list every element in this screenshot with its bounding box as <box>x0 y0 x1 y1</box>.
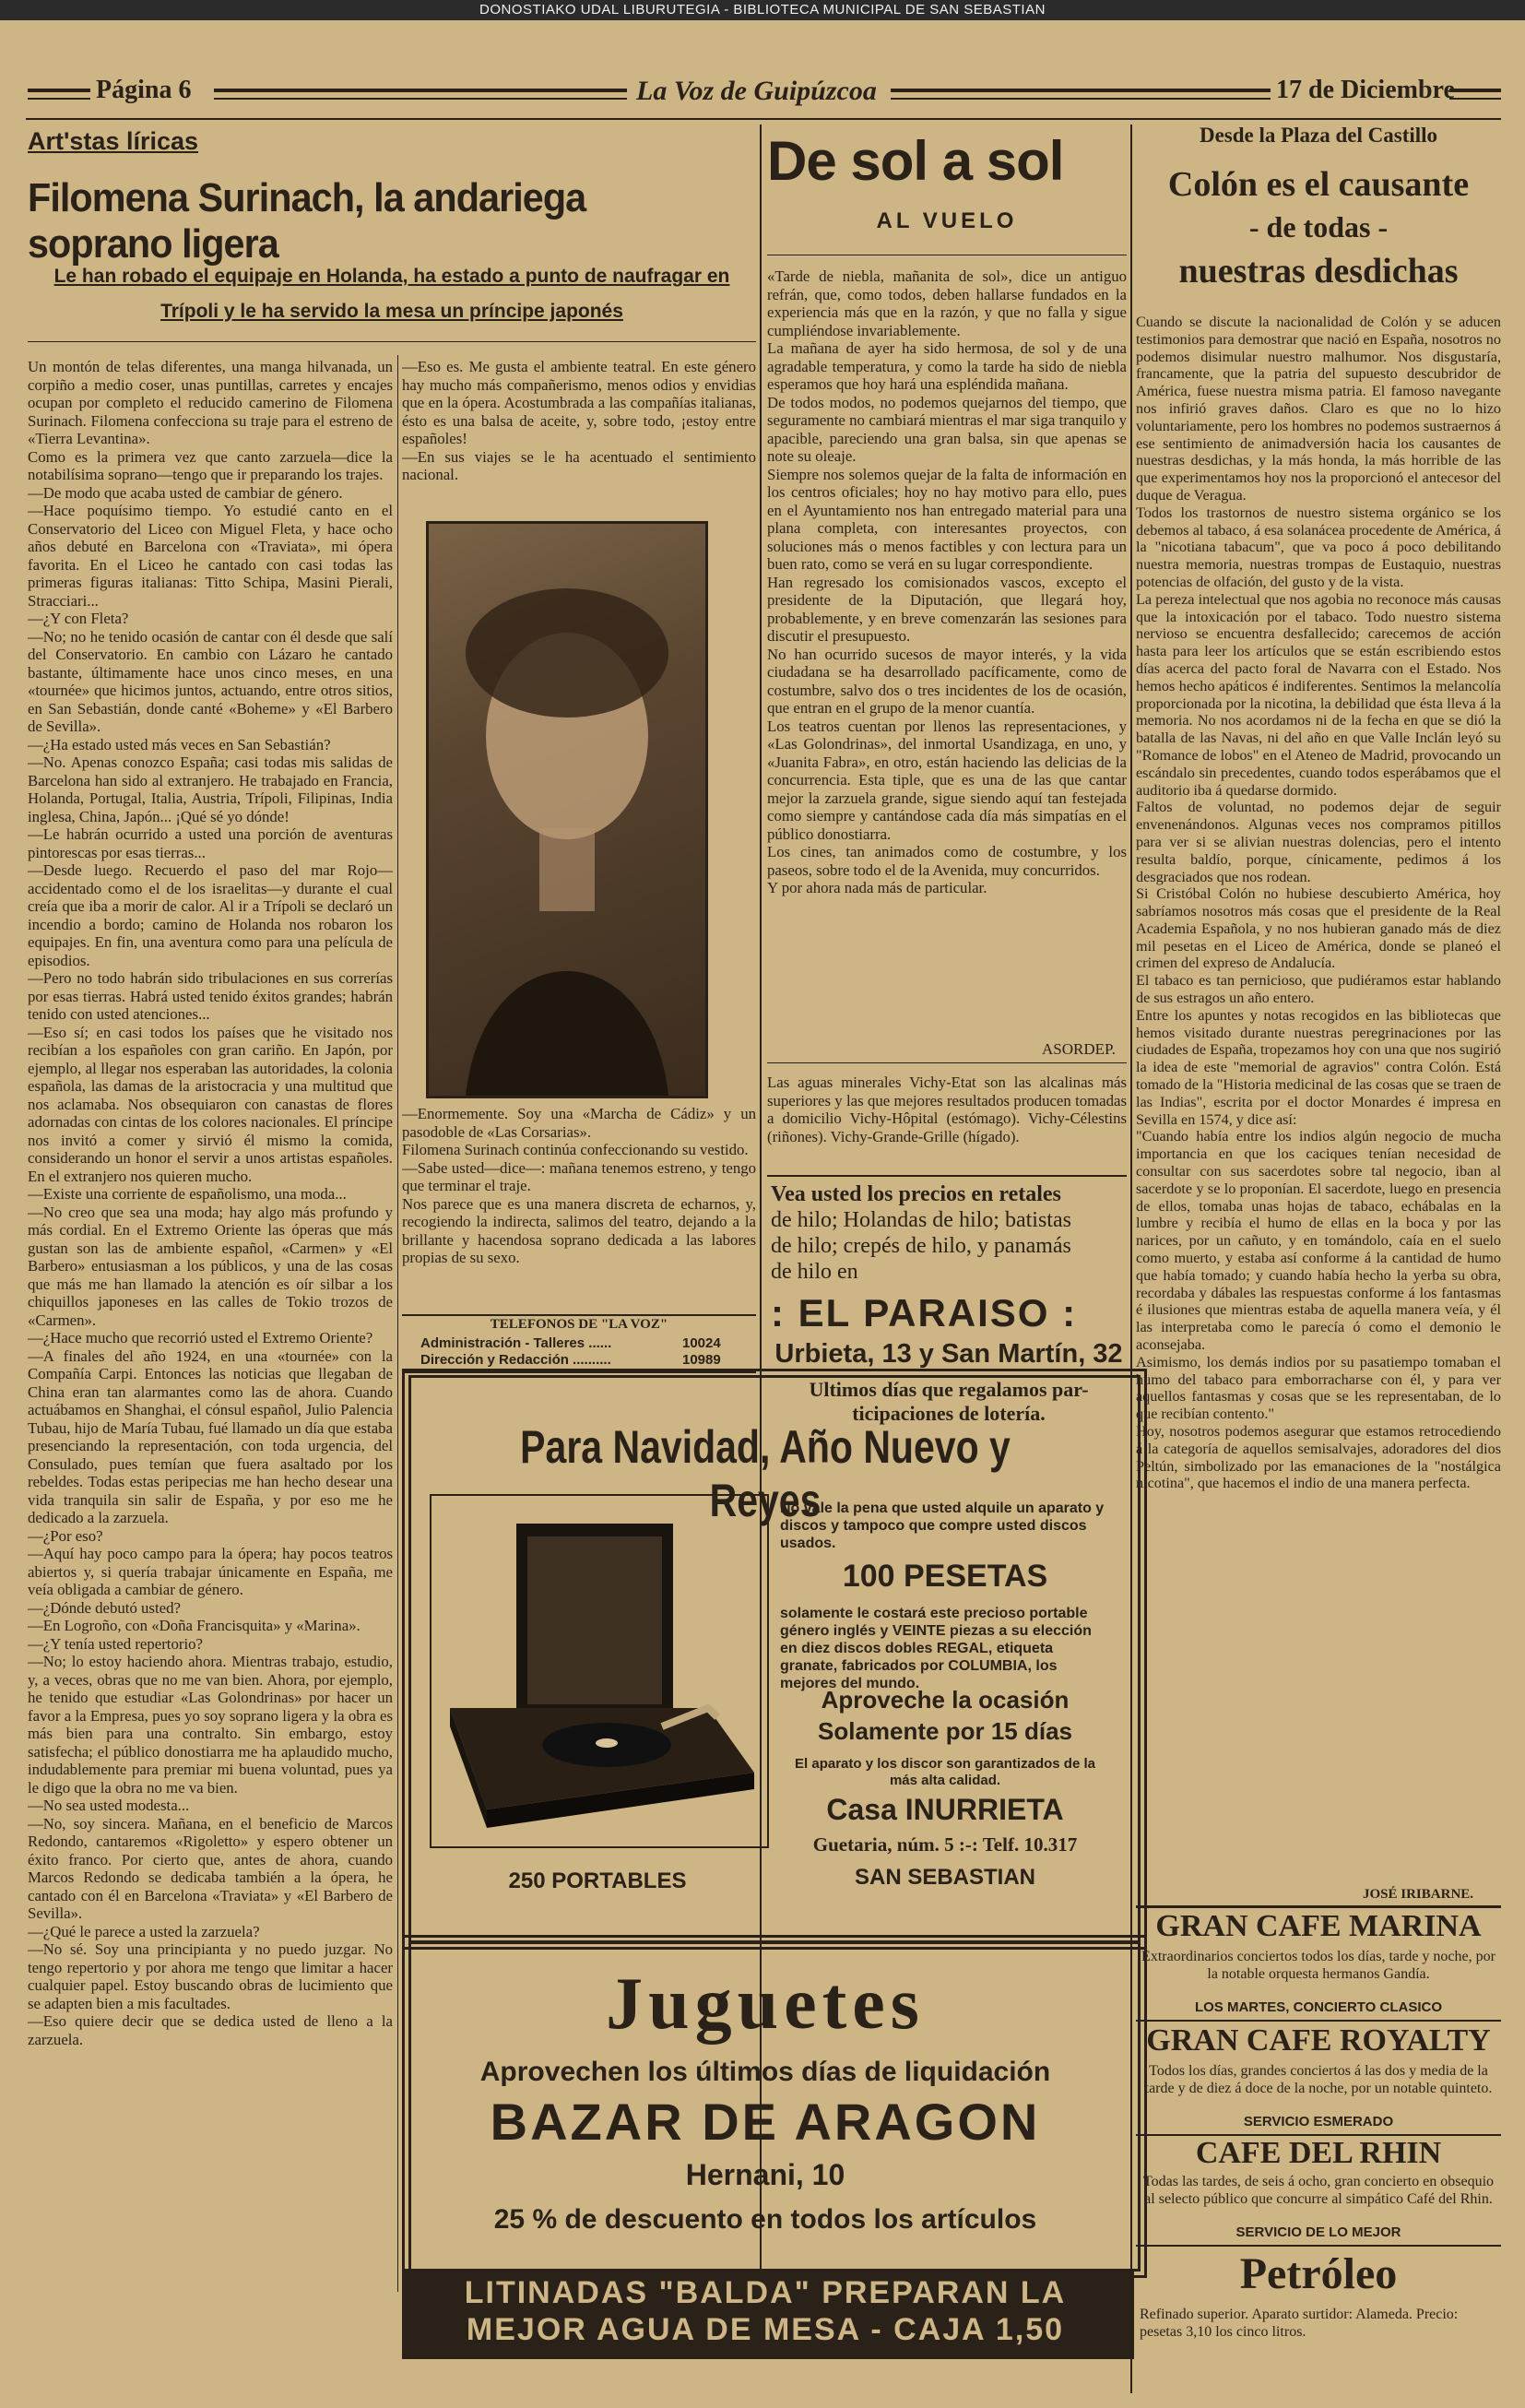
article-column-2-bottom: —Enormemente. Soy una «Marcha de Cádiz» y un pasodoble de «Las Corsarias». Filomena Surinach continúa confeccionando su vestido. —Sabe usted—dice—: mañana tenemos estreno, y tengo que terminar el traje. Nos parece que es una manera discreta de echarnos, y, recogiendo la indirecta, salimos del teatro, dejando a la brillante y hacendosa soprano dedicada a las labores propias de su sexo. <box>402 1105 756 1266</box>
juguetes-title: Juguetes <box>606 1963 925 2045</box>
plaza-end-rule <box>1136 1905 1501 1908</box>
subtitle-rule <box>28 341 756 342</box>
paraiso-line-4: de hilo en <box>771 1260 858 1284</box>
inurrieta-cta-1: Aproveche la ocasión <box>821 1686 1070 1714</box>
telefonos-title: TELEFONOS DE "LA VOZ" <box>490 1317 668 1332</box>
inurrieta-city: SAN SEBASTIAN <box>854 1865 1036 1890</box>
header-underline <box>26 118 1501 120</box>
inurrieta-intro: No vale la pena que usted alquile un aparato y discos y tampoco que compre usted discos usados. <box>780 1501 1105 1551</box>
plaza-title-3: nuestras desdichas <box>1178 252 1459 291</box>
article-title: Filomena Surinach, la andariega soprano ligera <box>28 175 586 267</box>
vichy-ad: Las aguas minerales Vichy-Etat son las alcalinas más superiores y las que mejores resultados producen tomadas a domicilio Vichy-Hôpital (estómago). Vichy-Célestins (riñones). Vichy-Grande-Grille (hígado). <box>767 1074 1127 1145</box>
telefonos-redaccion-label: Dirección y Redacción .......... <box>420 1352 611 1368</box>
paraiso-footer-1: Ultimos días que regalamos par- <box>809 1378 1089 1401</box>
inurrieta-cta-2: Solamente por 15 días <box>818 1717 1072 1745</box>
inurrieta-price: 100 PESETAS <box>842 1559 1048 1594</box>
balda-text: LITINADAS "BALDA" PREPARAN LA MEJOR AGUA DE MESA - CAJA 1,50 <box>464 2275 1067 2347</box>
petroleo-title: Petróleo <box>1239 2249 1398 2298</box>
desol-title: De sol a sol <box>767 130 1064 192</box>
header-rule <box>214 89 627 100</box>
cafe-rhin-footer: SERVICIO DE LO MEJOR <box>1235 2224 1401 2240</box>
inurrieta-guarantee: El aparato y los discor son garantizados de la más alta calidad. <box>795 1756 1095 1788</box>
library-banner: DONOSTIAKO UDAL LIBURUTEGIA - BIBLIOTECA MUNICIPAL DE SAN SEBASTIAN <box>0 0 1525 20</box>
paraiso-line-1: Vea usted los precios en retales <box>771 1182 1061 1206</box>
issue-date: 17 de Diciembre <box>1276 76 1455 104</box>
cafe-royalty-name: GRAN CAFE ROYALTY <box>1146 2023 1491 2058</box>
juguetes-address: Hernani, 10 <box>685 2158 845 2191</box>
juguetes-discount: 25 % de descuento en todos los artículos <box>493 2204 1037 2235</box>
plaza-title-1: Colón es el causante <box>1167 165 1470 204</box>
article-section: Art'stas líricas <box>28 127 199 155</box>
gramophone-frame <box>430 1494 769 1848</box>
petroleo-text: Refinado superior. Aparato surtidor: Alameda. Precio: pesetas 3,10 los cinco litros. <box>1140 2307 1459 2340</box>
telefonos-redaccion-number: 10989 <box>682 1352 721 1368</box>
article-column-2-top: —Eso es. Me gusta el ambiente teatral. En este género hay mucho más compañerismo, menos odios y envidias que en la ópera. Acostumbrada a las compañías italianas, ésto es una balsa de aceite, y, sobre todo, ¡estoy entre españoles! —En sus viajes se le ha acentuado el sentimiento nacional. <box>402 358 756 483</box>
cafe-marina-name: GRAN CAFE MARINA <box>1155 1909 1482 1943</box>
desol-signature: ASORDEP. <box>1042 1040 1116 1058</box>
vichy-rule <box>767 1175 1127 1177</box>
cafe-rule <box>1136 2245 1501 2247</box>
inurrieta-portables: 250 PORTABLES <box>508 1868 687 1893</box>
cafe-royalty-footer: SERVICIO ESMERADO <box>1243 2114 1394 2129</box>
cafe-rule <box>1136 2020 1501 2022</box>
telefonos-admin-label: Administración - Talleres ...... <box>420 1335 612 1351</box>
paraiso-address: Urbieta, 13 y San Martín, 32 <box>774 1339 1123 1369</box>
inurrieta-address: Guetaria, núm. 5 :-: Telf. 10.317 <box>812 1833 1078 1856</box>
header-rule <box>1449 89 1501 100</box>
plaza-body: Cuando se discute la nacionalidad de Colón y se aducen testimonios para demostrar que nació en España, nosotros no podemos disimular nuestro malhumor. Nos disgustaría, francamente, que la patria del supuesto descubridor de América, fuese nuestra misma patria. El famoso navegante nos infirió graves daños. Claro es que no lo hizo voluntariamente, pero los hombres no podemos sustraernos á ese sentimiento de animadversión hacia los causantes de nuestras desdichas, y la más honda, la más horrible de las que experimentamos hoy nos la proporcionó el antecesor del duque de Veragua. Todos los trastornos de nuestro sistema orgánico se los debemos al tabaco, á esa solanácea procedente de América, á la "nicotiana tabacum", que va poco á poco debilitando nuestra memoria, nuestras trompas de Eustaquio, nuestras potencias de olfación, del gusto y de la vista. La pereza intelectual que nos agobia no reconoce más causas que la intoxicación por el tabaco. Todo nuestro sistema nervioso se encuentra desfallecido; carecemos de acción hasta para leer los artículos que se están escribiendo estos días acerca del pacto foral de Navarra con el Estado. Nos hemos hecho apáticos é indiferentes. Sentimos la melancolía proporcionada por la nicotina, la debilidad que ésta lleva á la memoria. No nos acordamos ni de la fecha en que se dió la batalla de las Navas, ni del año en que Valle Inclán leyó su "Romance de lobos" en el Ateneo de Madrid, provocando un escándalo sin precedentes, cuando todos esperábamos que el auditorio iba á quedarse dormido. Faltos de voluntad, no podemos dejar de seguir envenenándonos. Algunas veces nos compramos pitillos para ver si se alivian nuestras dolencias, pero el intento resulta baldío, porque, cínicamente, pedimos á los desgraciados que nos rodean. Si Cristóbal Colón no hubiese descubierto América, hoy sabríamos nosotros más cosas que el presidente de la Real Academia Española, y no nos hubieran ganado más de diez mil pesetas en el Liceo de América, donde se planeó el crimen del expreso de Andalucía. El tabaco es tan pernicioso, que pudiéramos estar hablando de sus estragos un año entero. Entre los apuntes y notas recogidos en las bibliotecas que hemos visitado durante nuestras peregrinaciones por las ciudades de España, tropezamos hoy con una que nos sugirió la idea de este "memorial de agravios" contra Colón. Está tomado de la "Historia medicinal de las cosas que se traen de las Indias", escrita por el doctor Monardes é impresa en Sevilla en 1574, y dice así: "Cuando había entre los indios algún negocio de mucha importancia en que los caciques tenían necesidad de consultar con sus sacerdotes sobre tal negocio, iban al sacerdote y se lo proponían. El sacerdote, luego en presencia de ellos, tomaba unas hojas de tabaco, echábalas en la lumbre y recibía el humo de ellas en la boca y por las narices, por un cañuto, y en tomándolo, caía en el suelo como muerto, y estaba así conforme á la cantidad de humo que había tomado; y cuando había hecho la yerba su obra, recordaba y dábales las respuestas conforme á los fantasmas é ilusiones que mientras estaba de aquella manera veía, y él las interpretaba como le parecía ó como el demonio le aconsejaba. Asimismo, los demás indios por su pasatiempo tomaban el humo del tabaco para emborracharse con él, y para ver aquellos fantasmas y cosas que se les representaban, de lo que recibían contento." Hoy, nosotros podemos asegurar que estamos retrocediendo á la categoría de aquellos semisalvajes, adoradores del dios Peltún, simbolizado por las emanaciones de la "nostálgica nicotina", que hacemos el indio de una manera perfecta. <box>1136 314 1501 1492</box>
article-subtitle: Trípoli y le ha servido la mesa un príncipe japonés <box>160 301 623 322</box>
gramophone-icon <box>431 1496 767 1846</box>
paraiso-name: : EL PARAISO : <box>771 1291 1078 1334</box>
plaza-title-2: - de todas - <box>1248 210 1389 243</box>
cafe-rhin-name: CAFE DEL RHIN <box>1195 2136 1442 2170</box>
telefonos-admin-number: 10024 <box>682 1335 721 1351</box>
desol-end-rule <box>767 1062 1127 1063</box>
header-rule <box>891 89 1271 100</box>
page-number: Página 6 <box>96 76 192 104</box>
cafe-rhin-text: Todas las tardes, de seis á ocho, gran concierto en obsequio al selecto público que concurre al simpático Café del Rhin. <box>1142 2174 1495 2207</box>
header-rule <box>28 89 90 100</box>
portrait-photo <box>426 521 708 1098</box>
cafe-marina-footer: LOS MARTES, CONCIERTO CLASICO <box>1194 1999 1443 2015</box>
newspaper-name: La Voz de Guipúzcoa <box>636 76 877 106</box>
column-divider <box>397 355 398 2292</box>
inurrieta-shop: Casa INURRIETA <box>826 1793 1064 1826</box>
cafe-royalty-text: Todos los días, grandes conciertos á las dos y media de la tarde y de diez á doce de la noche, por un notable quinteto. <box>1144 2063 1493 2096</box>
article-column-1: Un montón de telas diferentes, una manga hilvanada, un corpiño a medio coser, unas puntillas, carretes y encajes ocupan por completo el reducido camerino de Filomena Surinach. Filomena confecciona su traje para el estreno de «Tierra Levantina». Como es la primera vez que canto zarzuela—dice la notabilísima soprano—tengo que ir preparando los trajes. —De modo que acaba usted de cambiar de género. —Hace poquísimo tiempo. Yo estudié canto en el Conservatorio del Liceo con Miguel Fleta, y hace ocho años debuté en Barcelona con «Traviata», mi ópera favorita. En el Liceo he cantado con casi todas las primeras figuras italianas: Titto Schipa, Masini Pierali, Stracciari... —¿Y con Fleta? —No; no he tenido ocasión de cantar con él desde que salí del Conservatorio. En cambio con Lázaro he cantado bastante, últimamente hace unos cinco meses, en una «tournée» que hicimos juntos, actuando, entre otros sitios, en San Sebastián, donde canté «Boheme» y «El Barbero de Sevilla». —¿Ha estado usted más veces en San Sebastián? —No. Apenas conozco España; casi todas mis salidas de Barcelona han sido al extranjero. He trabajado en Francia, Holanda, Portugal, Italia, Austria, Trípoli, Filipinas, India inglesa, China, Japón... ¡Qué sé yo dónde! —Le habrán ocurrido a usted una porción de aventuras pintorescas por esas tierras... —Desde luego. Recuerdo el paso del mar Rojo—accidentado como el de los israelitas—y durante el cual creía que iba a morir de calor. Al ir a Trípoli se declaró un incendio a bordo; camino de Holanda nos robaron los equipajes. En fin, una aventura como para una película de episodios. —Pero no todo habrán sido tribulaciones en sus correrías por esas tierras. Habrá usted tenido éxitos grandes; habrán tenido con usted atenciones... —Eso sí; en casi todos los países que he visitado nos recibían a los españoles con gran cariño. En Japón, por ejemplo, al llegar nos esperaban las autoridades, la colonia española, las damas de la aristocracia y una multitud que nos aclamaba. Nos obsequiaron con canastas de flores adornadas con cintas de los colores nacionales. El príncipe nos invitó a comer y sirvió él mismo la comida, considerando un honor el servir a unos artistas españoles. En el extranjero nos quieren mucho. —Existe una corriente de españolismo, una moda... —No creo que sea una moda; hay algo más profundo y más cordial. En el Extremo Oriente las óperas que más gustan son las de ambiente español, «Carmen» y «El Barbero» entusiasman a los públicos, y una de las cosas que más me han llamado la atención es oír silbar a los chiquillos japoneses en las calles de Tokio trozos de «Carmen». —¿Hace mucho que recorrió usted el Extremo Oriente? —A finales del año 1924, en una «tournée» con la Compañía Carpi. Entonces las noticias que llegaban de China eran tan alarmantes como las de ahora. Cuando actuábamos en Shanghai, el cónsul español, Julio Palencia Tubau, hijo de María Tubau, fué llamado un día que estaba presenciando la representación, con toda urgencia, del Consulado, pues temían que fuera asaltado por los rebeldes. Todas estas peripecias me han hecho desear una vida tranquila sin salir de España, y por eso me he dedicado a la zarzuela. —¿Por eso? —Aquí hay poco campo para la ópera; hay pocos teatros abiertos y, si quería trabajar únicamente en España, me veía obligada a cambiar de género. —¿Dónde debutó usted? —En Logroño, con «Doña Francisquita» y «Marina». —¿Y tenía usted repertorio? —No; lo estoy haciendo ahora. Mientras trabajo, estudio, y, a veces, obras que no me van bien. Ahora, por ejemplo, he tenido que estudiar «Las Golondrinas» por hacer un favor a la Empresa, pues yo soy soprano ligera y la obra es más bien para una contralto. Sin embargo, estoy satisfecha; el público donostiarra me ha aplaudido mucho, indudablemente para premiar mi buena voluntad, pues ya le digo que la obra no me va bien. —No sea usted modesta... —No, soy sincera. Mañana, en el beneficio de Marcos Redondo, cantaremos «Rigoletto» y espero obtener un éxito franco. Por cierto que, antes de ahora, cuando Marcos Redondo se dedicaba también a la ópera, he cantado con él en Barcelona «Traviata» y «El Barbero de Sevilla». —¿Qué le parece a usted la zarzuela? —No sé. Soy una principianta y no puedo juzgar. No tengo repertorio y por ahora me tengo que limitar a hacer cualquier papel. Estoy buscando obras de lucimiento que se adapten bien a mis facultades. —Eso quiere decir que se dedica usted de lleno a la zarzuela. <box>28 358 393 2048</box>
desol-subtitle: AL VUELO <box>876 208 1018 233</box>
cafe-marina-text: Extraordinarios conciertos todos los días, tarde y noche, por la notable orquesta hermanos Gandía. <box>1141 1949 1495 1982</box>
paraiso-line-3: de hilo; crepés de hilo, y panamás <box>771 1234 1071 1258</box>
desol-body: «Tarde de niebla, mañanita de sol», dice un antiguo refrán, que, como todos, deben hallarse fundados en la experiencia más que en la razón, y que no falla y sigue cumpliéndose invariablemente. La mañana de ayer ha sido hermosa, de sol y de una agradable temperatura, y como la tarde ha sido de niebla esperamos que hoy hará una espléndida mañana. De todos modos, no podemos quejarnos del tiempo, que seguramente no cambiará mientras el mar siga tranquilo y apacible, pareciendo una gran balsa, sin que apenas se note su oleaje. Siempre nos solemos quejar de la falta de información en los centros oficiales; hoy no hay motivo para ello, pues en el Ayuntamiento nos han entregado material para una plana completa, con interesantes proyectos, con soluciones más o menos factibles y con lectura para un buen rato, como se verá en su lugar correspondiente. Han regresado los comisionados vascos, excepto el presidente de la Diputación, que llegará hoy, probablemente, y en breve comenzarán las sesiones para discutir el presupuesto. No han ocurrido sucesos de mayor interés, y la vida ciudadana se ha desarrollado pacíficamente, como de costumbre, salvo dos o tres incidentes de los de ocasión, que entran en el grupo de la menor cuantía. Los teatros cuentan por llenos las representaciones, y «Las Golondrinas», del inmortal Usandizaga, en uno, y «Juanita Fabra», en otro, están haciendo las delicias de la concurrencia. Esta tiple, que es una de las que cantar mejor la zarzuela grande, sigue siendo aquí tan festejada como siempre y cantándose cada día más simpatías en el público donostiarra. Los cines, tan animados como de costumbre, y los paseos, sobre todo el de la Avenida, muy concurridos. Y por ahora nada más de particular. <box>767 267 1127 896</box>
article-subtitle: Le han robado el equipaje en Holanda, ha estado a punto de naufragar en <box>53 266 730 287</box>
inurrieta-title: Para Navidad, Año Nuevo y Reyes <box>520 1421 1011 1526</box>
juguetes-shop: BAZAR DE ARAGON <box>490 2093 1041 2151</box>
plaza-signature: JOSÉ IRIBARNE. <box>1363 1887 1474 1902</box>
paraiso-footer-2: ticipaciones de lotería. <box>852 1402 1046 1425</box>
plaza-section: Desde la Plaza del Castillo <box>1199 124 1438 147</box>
paraiso-line-2: de hilo; Holandas de hilo; batistas <box>771 1208 1071 1232</box>
portrait-image <box>429 524 705 1096</box>
juguetes-line-1: Aprovechen los últimos días de liquidación <box>479 2057 1051 2087</box>
inurrieta-body: solamente le costará este precioso portable género inglés y VEINTE piezas a su elección en diez discos dobles REGAL, etiqueta granate, fabricados por COLUMBIA, los mejores del mundo. <box>780 1606 1092 1691</box>
